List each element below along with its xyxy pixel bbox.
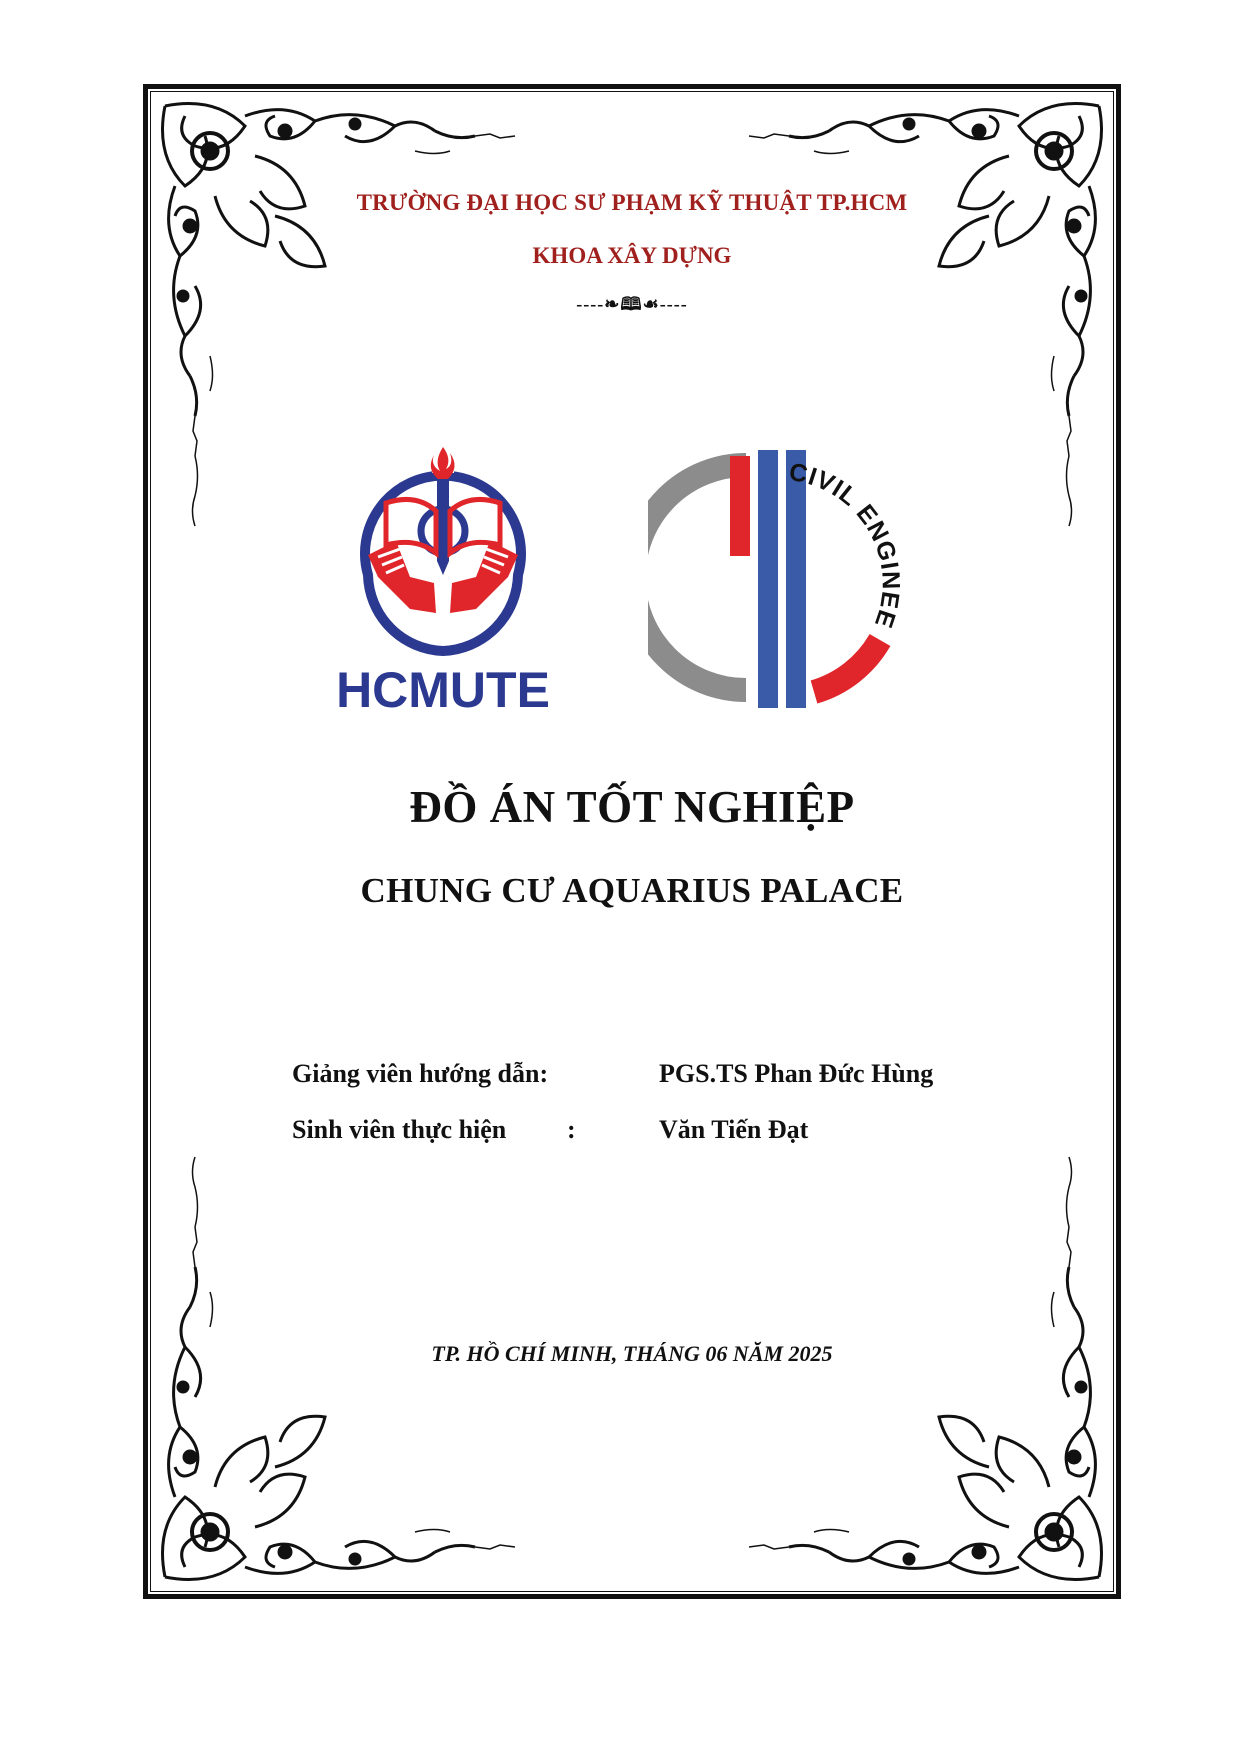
student-label-colon: : (567, 1115, 576, 1144)
document-title: ĐỒ ÁN TỐT NGHIỆP (409, 782, 855, 832)
advisor-name: PGS.TS Phan Đức Hùng (659, 1059, 934, 1088)
student-label: Sinh viên thực hiện (292, 1115, 507, 1144)
civil-engineering-logo (648, 440, 910, 710)
school-name: TRƯỜNG ĐẠI HỌC SƯ PHẠM KỸ THUẬT TP.HCM (356, 190, 908, 215)
civil-engineering-logo-text: CIVIL ENGINEE (786, 457, 905, 632)
ornament-corner-bottom-left (155, 1147, 545, 1587)
project-name: CHUNG CƯ AQUARIUS PALACE (360, 871, 904, 910)
hcmute-logo (338, 445, 548, 715)
faculty-name: KHOA XÂY DỰNG (532, 243, 732, 268)
header-divider: ----❧🕮☙---- (576, 294, 688, 314)
hcmute-logo-text: HCMUTE (338, 662, 548, 715)
place-and-date: TP. HỒ CHÍ MINH, THÁNG 06 NĂM 2025 (431, 1341, 833, 1366)
ornament-corner-bottom-right (719, 1147, 1109, 1587)
advisor-label: Giảng viên hướng dẫn: (292, 1059, 549, 1088)
student-name: Văn Tiến Đạt (659, 1115, 809, 1144)
